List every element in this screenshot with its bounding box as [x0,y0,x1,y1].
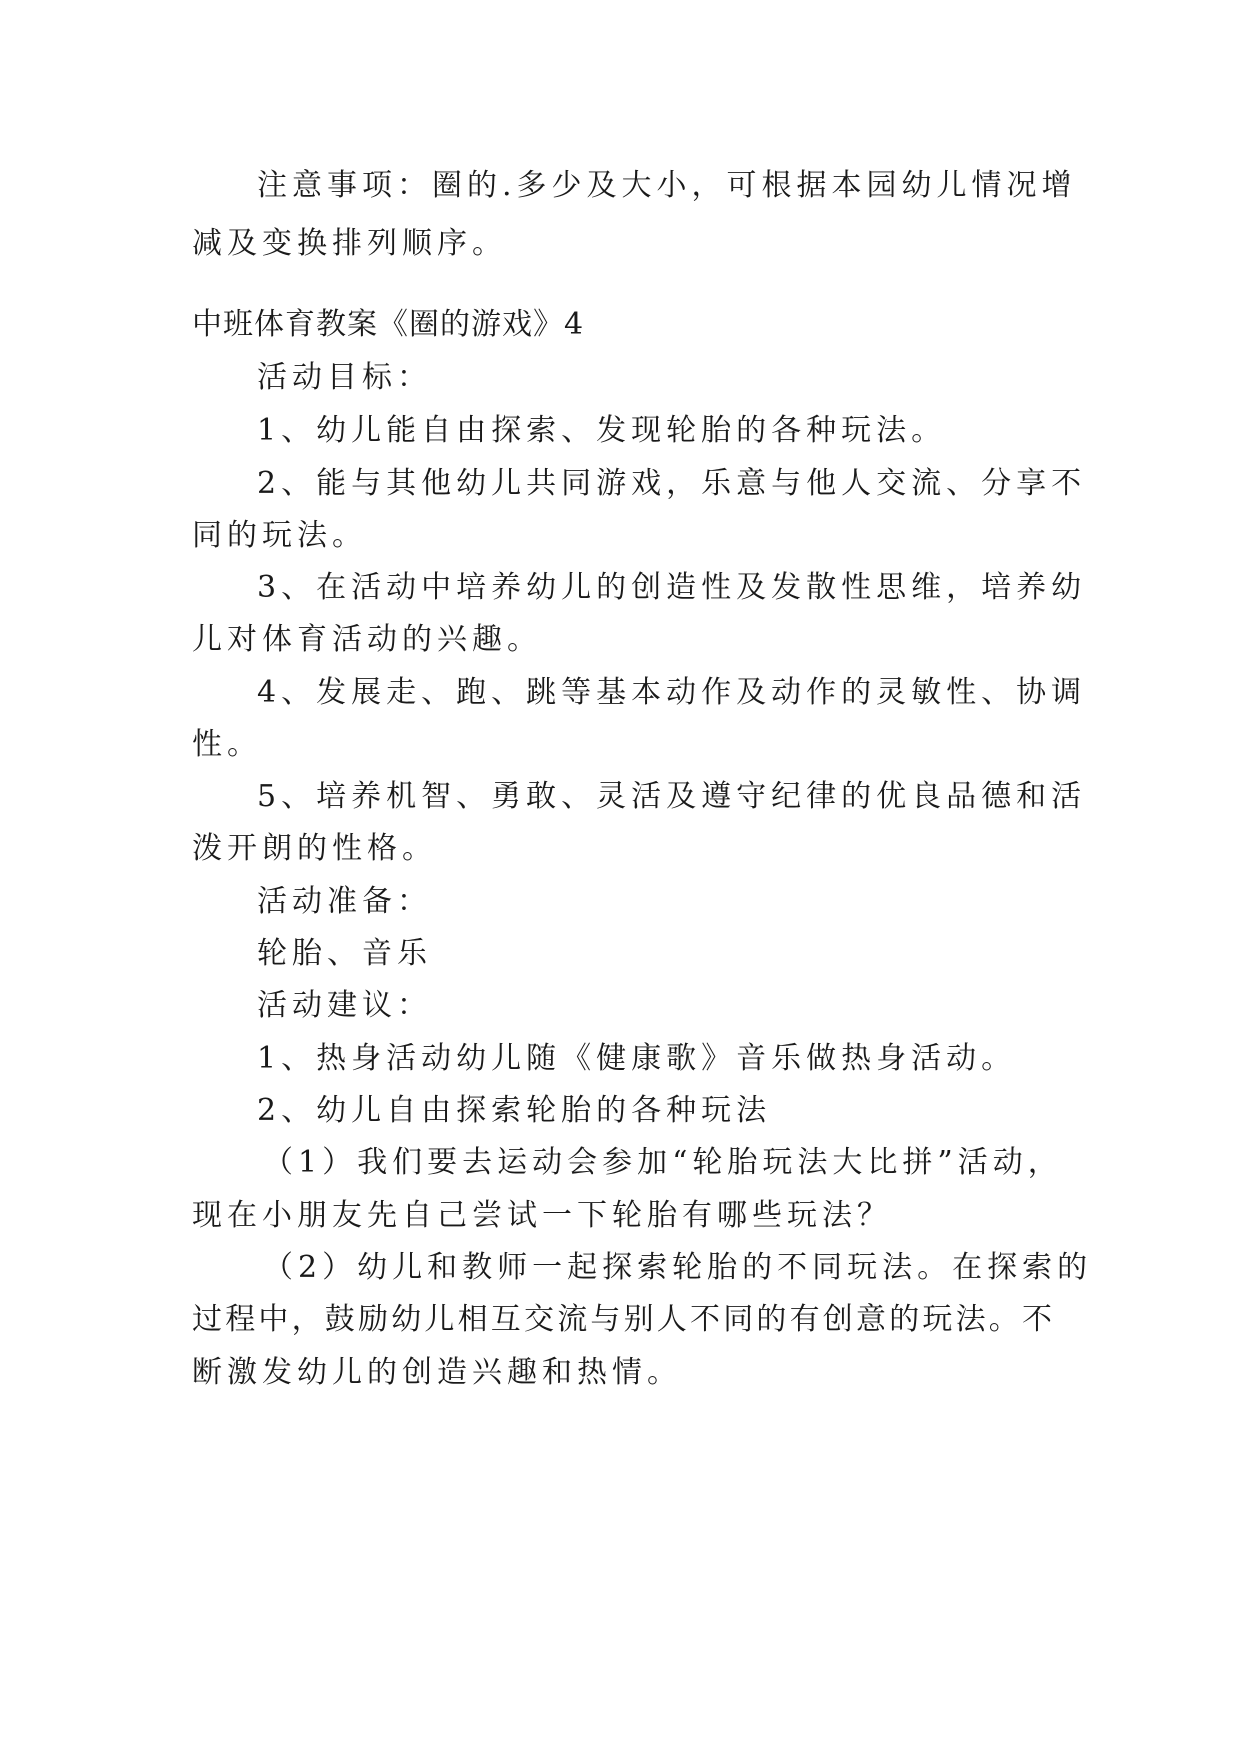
list-item: 2、能与其他幼儿共同游戏，乐意与他人交流、分享不 [257,466,1087,501]
list-item: 1、热身活动幼儿随《健康歌》音乐做热身活动。 [257,1041,1017,1076]
paragraph-line: 轮胎、音乐 [257,936,432,971]
paragraph-line: 断激发幼儿的创造兴趣和热情。 [192,1355,682,1390]
paragraph-line: 泼开朗的性格。 [192,831,437,866]
subheading-goals: 活动目标： [257,360,432,395]
subheading-suggestions: 活动建议： [257,988,432,1023]
paragraph-line: 同的玩法。 [192,518,367,553]
list-item: 4、发展走、跑、跳等基本动作及动作的灵敏性、协调 [257,675,1087,710]
paragraph-line: 现在小朋友先自己尝试一下轮胎有哪些玩法？ [192,1198,892,1233]
subheading-preparation: 活动准备： [257,884,432,919]
paragraph-line: 儿对体育活动的兴趣。 [192,622,542,657]
section-heading: 中班体育教案《圈的游戏》4 [192,307,585,342]
paragraph-line: 性。 [192,727,262,762]
paragraph-line: 过程中，鼓励幼儿相互交流与别人不同的有创意的玩法。不 [192,1302,1056,1337]
list-item: （1）我们要去运动会参加“轮胎玩法大比拼”活动， [263,1145,1063,1180]
list-item: （2）幼儿和教师一起探索轮胎的不同玩法。在探索的 [263,1250,1093,1285]
list-item: 5、培养机智、勇敢、灵活及遵守纪律的优良品德和活 [257,779,1087,814]
paragraph-line: 注意事项：圈的.多少及大小，可根据本园幼儿情况增 [257,168,1077,203]
list-item: 2、幼儿自由探索轮胎的各种玩法 [257,1093,772,1128]
paragraph-line: 减及变换排列顺序。 [192,226,507,261]
list-item: 1、幼儿能自由探索、发现轮胎的各种玩法。 [257,413,947,448]
list-item: 3、在活动中培养幼儿的创造性及发散性思维，培养幼 [257,570,1087,605]
